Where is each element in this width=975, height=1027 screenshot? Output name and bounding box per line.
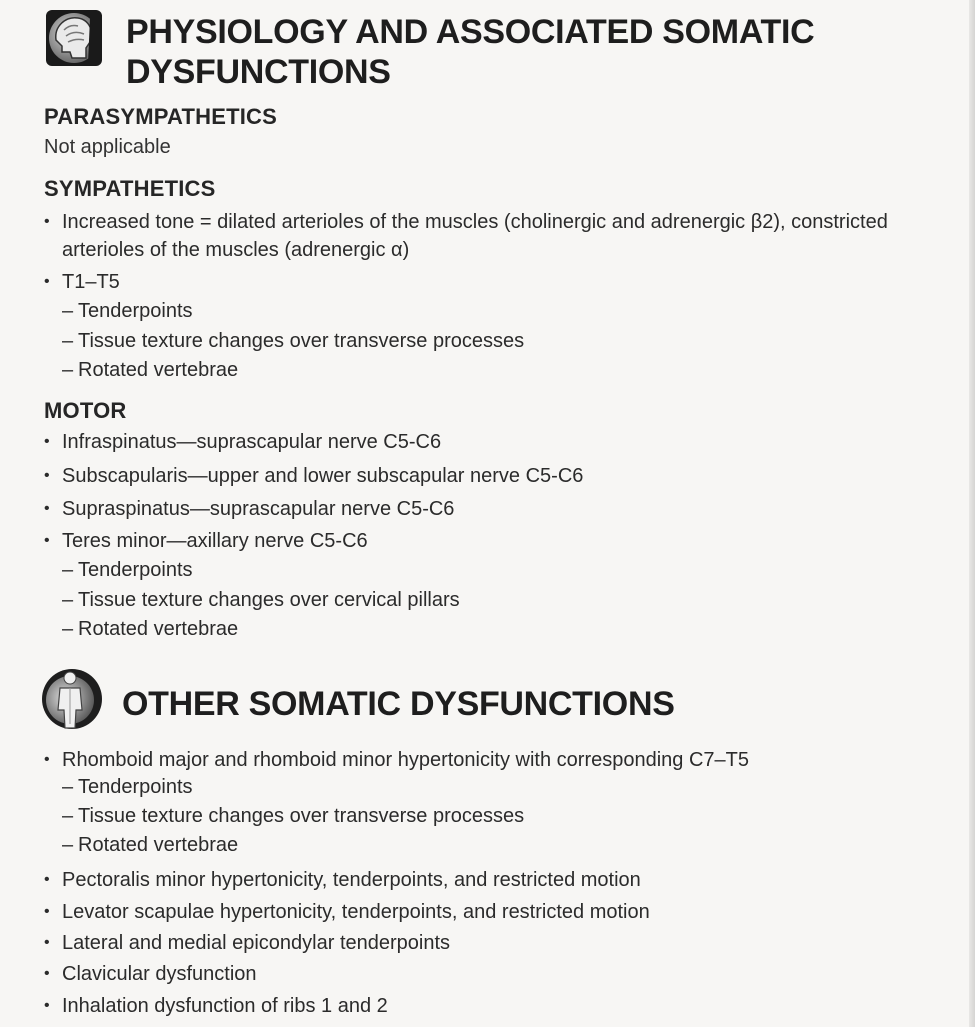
sub-list-item-text: Tissue texture changes over transverse processes [78, 805, 525, 827]
sub-list-item-text: Rotated vertebrae [78, 359, 239, 381]
parasympathetics-heading: PARASYMPATHETICS [44, 104, 277, 129]
bullet: • [44, 213, 50, 230]
physiology-section-header [44, 8, 814, 92]
sympathetics-heading: SYMPATHETICS [44, 176, 216, 201]
list-item [44, 746, 959, 774]
sub-list-item-text: Tenderpoints [78, 776, 193, 798]
sub-list-item [62, 802, 524, 830]
list-item [44, 929, 959, 957]
list-item-text: Teres minor—axillary nerve C5-C6 [62, 530, 368, 552]
bullet: • [44, 433, 50, 450]
bullet: • [44, 965, 50, 982]
bullet: • [44, 871, 50, 888]
sub-list-item-text: Tenderpoints [78, 300, 193, 322]
dash: – [62, 776, 74, 798]
sub-list-item-text: Rotated vertebrae [78, 834, 239, 856]
list-item-text: Levator scapulae hypertonicity, tenderpoints, and restricted motion [62, 901, 650, 923]
sub-list-item [62, 773, 193, 801]
section-title-line2: DYSFUNCTIONS [126, 53, 391, 91]
section-title: OTHER SOMATIC DYSFUNCTIONS [122, 685, 675, 723]
list-item-text: Subscapularis—upper and lower subscapular nerve C5-C6 [62, 465, 584, 487]
parasympathetics-text: Not applicable [44, 136, 171, 158]
dash: – [62, 618, 74, 640]
list-item [44, 462, 959, 490]
bullet: • [44, 273, 50, 290]
list-item [44, 866, 959, 894]
sub-list-item-text: Tissue texture changes over cervical pillars [78, 589, 460, 611]
sub-list-item [62, 327, 524, 355]
bullet: • [44, 500, 50, 517]
sub-list-item-text: Rotated vertebrae [78, 618, 239, 640]
list-item-text-cont: arterioles of the muscles (adrenergic α) [62, 239, 410, 261]
brain-head-icon [44, 8, 104, 68]
list-item [44, 208, 959, 264]
list-item-text: Inhalation dysfunction of ribs 1 and 2 [62, 995, 388, 1017]
list-item-text: Increased tone = dilated arterioles of the muscles (cholinergic and adrenergic β2), constricted [62, 211, 888, 233]
bullet: • [44, 751, 50, 768]
list-item-text: Pectoralis minor hypertonicity, tenderpoints, and restricted motion [62, 869, 641, 891]
bullet: • [44, 467, 50, 484]
body-figure-icon [40, 664, 104, 734]
list-item [44, 428, 959, 456]
list-item [44, 960, 959, 988]
list-item [44, 992, 959, 1020]
dash: – [62, 589, 74, 611]
dash: – [62, 559, 74, 581]
list-item [44, 268, 959, 296]
dash: – [62, 330, 74, 352]
sub-list-item-text: Tenderpoints [78, 559, 193, 581]
bullet: • [44, 532, 50, 549]
dash: – [62, 300, 74, 322]
bullet: • [44, 997, 50, 1014]
list-item [44, 527, 959, 555]
list-item-text: Supraspinatus—suprascapular nerve C5-C6 [62, 498, 455, 520]
motor-heading: MOTOR [44, 398, 127, 423]
sub-list-item [62, 831, 238, 859]
bullet: • [44, 934, 50, 951]
sub-list-item [62, 556, 193, 584]
other-dysfunctions-header [40, 664, 675, 734]
list-item-text: Clavicular dysfunction [62, 963, 257, 985]
dash: – [62, 805, 74, 827]
list-item-text: T1–T5 [62, 271, 120, 293]
section-title-line1: PHYSIOLOGY AND ASSOCIATED SOMATIC [126, 13, 815, 51]
bullet: • [44, 903, 50, 920]
sub-list-item-text: Tissue texture changes over transverse processes [78, 330, 525, 352]
sub-list-item [62, 615, 238, 643]
list-item [44, 495, 959, 523]
sub-list-item [62, 297, 193, 325]
sub-list-item [62, 586, 460, 614]
list-item [44, 898, 959, 926]
list-item-text: Lateral and medial epicondylar tenderpoints [62, 932, 451, 954]
page-edge-shadow [969, 0, 975, 1027]
dash: – [62, 359, 74, 381]
dash: – [62, 834, 74, 856]
list-item-text: Infraspinatus—suprascapular nerve C5-C6 [62, 431, 442, 453]
list-item-text: Rhomboid major and rhomboid minor hypertonicity with corresponding C7–T5 [62, 749, 750, 771]
sub-list-item [62, 356, 238, 384]
